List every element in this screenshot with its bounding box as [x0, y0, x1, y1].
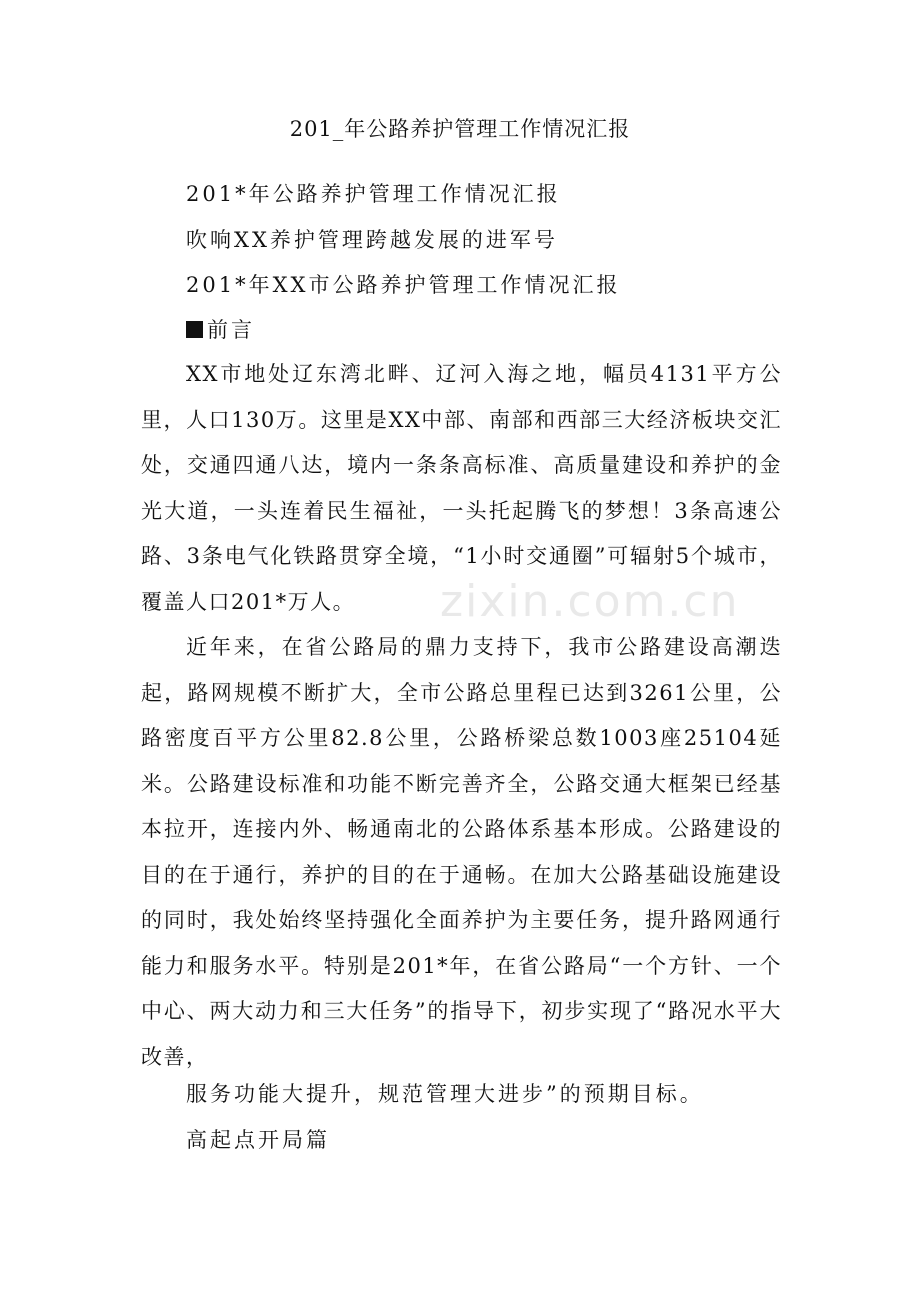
paragraph-intro: XX市地处辽东湾北畔、辽河入海之地，幅员4131平方公里，人口130万。这里是XX中部、南部和西部三大经济板块交汇处，交通四通八达，境内一条条高标准、高质量建设和养护的金光大道，一头连着民生福祉，一头托起腾飞的梦想！3条高速公路、3条电气化铁路贯穿全境，“1小时交通圈”可辐射5个城市，覆盖人口201*万人。 — [141, 362, 782, 614]
watermark: zixin.com.cn — [440, 576, 740, 627]
paragraph-recent-years: 近年来，在省公路局的鼎力支持下，我市公路建设高潮迭起，路网规模不断扩大，全市公路总里程已达到3261公里，公路密度百平方公里82.8公里，公路桥梁总数1003座25104延米。公路建设标准和功能不断完善齐全，公路交通大框架已经基本拉开，连接内外、畅通南北的公路体系基本形成。公路建设的目的在于通行，养护的目的在于通畅。在加大公路基础设施建设的同时，我处始终坚持强化全面养护为主要任务，提升路网通行能力和服务水平。特别是201*年，在省公路局“一个方针、一个中心、两大动力和三大任务”的指导下，初步实现了“路况水平大改善， — [141, 635, 782, 1069]
document-title: 201_年公路养护管理工作情况汇报 — [289, 117, 631, 141]
subtitle-line-3: 201*年XX市公路养护管理工作情况汇报 — [186, 273, 621, 297]
square-bullet-icon — [186, 321, 203, 338]
subsection-heading: 高起点开局篇 — [186, 1128, 330, 1152]
subtitle-line-2: 吹响XX养护管理跨越发展的进军号 — [186, 228, 558, 252]
subtitle-line-1: 201*年公路养护管理工作情况汇报 — [186, 182, 561, 206]
paragraph-continuation: 服务功能大提升，规范管理大进步”的预期目标。 — [186, 1082, 704, 1106]
section-heading — [186, 314, 255, 346]
section-heading-text: 前言 — [207, 318, 255, 342]
